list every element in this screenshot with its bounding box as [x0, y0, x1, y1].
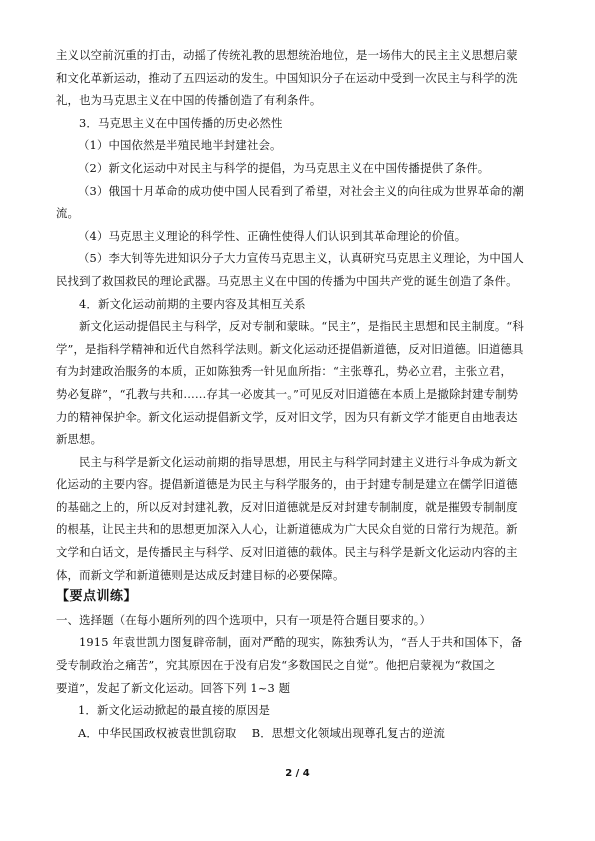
text-line: 流。	[56, 206, 80, 221]
text-line: （2）新文化运动中对民主与科学的提倡，为马克思主义在中国传播提供了条件。	[78, 160, 490, 175]
text-line: 化运动的主要内容。提倡新道德是为民主与科学服务的，由于封建专制是建立在儒学旧道德	[56, 477, 518, 492]
text-line: 的根基，让民主共和的思想更加深入人心，让新道德成为广大民众自觉的日常行为规范。新	[56, 522, 518, 537]
text-line: （1）中国依然是半殖民地半封建社会。	[78, 138, 282, 153]
text-line: 有为封建政治服务的本质，正如陈独秀一针见血所指：“主张尊孔，势必立君，主张立君，	[56, 364, 513, 379]
text-line: 1915 年袁世凯力图复辟帝制，面对严酷的现实，陈独秀认为，“吾人于共和国体下，备	[79, 635, 523, 650]
text-line: 文学和白话文，是传播民主与科学、反对旧道德的载体。民主与科学是新文化运动内容的主	[56, 545, 518, 560]
text-line: 礼，也为马克思主义在中国的传播创造了有利条件。	[56, 93, 322, 108]
section-heading: 【要点训练】	[56, 589, 138, 605]
text-line: 学”，是指科学精神和近代自然科学法则。新文化运动还提倡新道德，反对旧道德。旧道德具	[56, 341, 524, 356]
text-line: 3．马克思主义在中国传播的历史必然性	[79, 115, 283, 130]
text-line: 要道”，发起了新文化运动。回答下列 1~3 题	[56, 680, 291, 695]
text-line: 民主与科学是新文化运动前期的指导思想，用民主与科学同封建主义进行斗争成为新文	[79, 454, 518, 469]
text-line: 民找到了救国救民的理论武器。马克思主义在中国的传播为中国共产党的诞生创造了条件。	[56, 273, 518, 288]
text-line: 4．新文化运动前期的主要内容及其相互关系	[79, 296, 306, 311]
page-number: 2 / 4	[285, 768, 310, 779]
text-line: 主义以空前沉重的打击，动摇了传统礼教的思想统治地位，是一场伟大的民主主义思想启蒙	[56, 48, 518, 62]
text-line: 和文化革新运动，推动了五四运动的发生。中国知识分子在运动中受到一次民主与科学的洗	[56, 70, 518, 85]
text-line: （5）李大钊等先进知识分子大力宣传马克思主义，认真研究马克思主义理论，为中国人	[78, 251, 524, 266]
text-line: （4）马克思主义理论的科学性、正确性使得人们认识到其革命理论的价值。	[78, 228, 467, 243]
text-line: 新思想。	[56, 432, 103, 447]
text-line: 1．新文化运动掀起的最直接的原因是	[78, 703, 271, 718]
text-line: （3）俄国十月革命的成功使中国人民看到了希望，对社会主义的向往成为世界革命的潮	[78, 183, 524, 198]
text-line: 势必复辟”，“孔教与共和……存其一必废其一。”可见反对旧道德在本质上是撤除封建专制势	[56, 386, 519, 401]
text-line: 新文化运动提倡民主与科学，反对专制和蒙昧。“民主”，是指民主思想和民主制度。“科	[79, 319, 524, 334]
document-body	[56, 44, 542, 744]
text-line: 一、选择题（在每小题所列的四个选项中，只有一项是符合题目要求的。）	[56, 612, 432, 627]
text-line: 受专制政治之痛苦”，究其原因在于没有启发“多数国民之自觉”。他把启蒙视为“救国之	[56, 658, 496, 673]
text-line: A．中华民国政权被袁世凯窃取 B．思想文化领域出现尊孔复古的逆流	[78, 725, 445, 740]
text-line: 体，而新文学和新道德则是达成反封建目标的必要保障。	[56, 567, 345, 582]
text-line: 力的精神保护伞。新文化运动提倡新文学，反对旧文学，因为只有新文学才能更自由地表达	[56, 409, 518, 424]
text-line: 的基础之上的，所以反对封建礼教，反对旧道德就是反对封建专制制度，就是摧毁专制制度	[56, 499, 518, 514]
